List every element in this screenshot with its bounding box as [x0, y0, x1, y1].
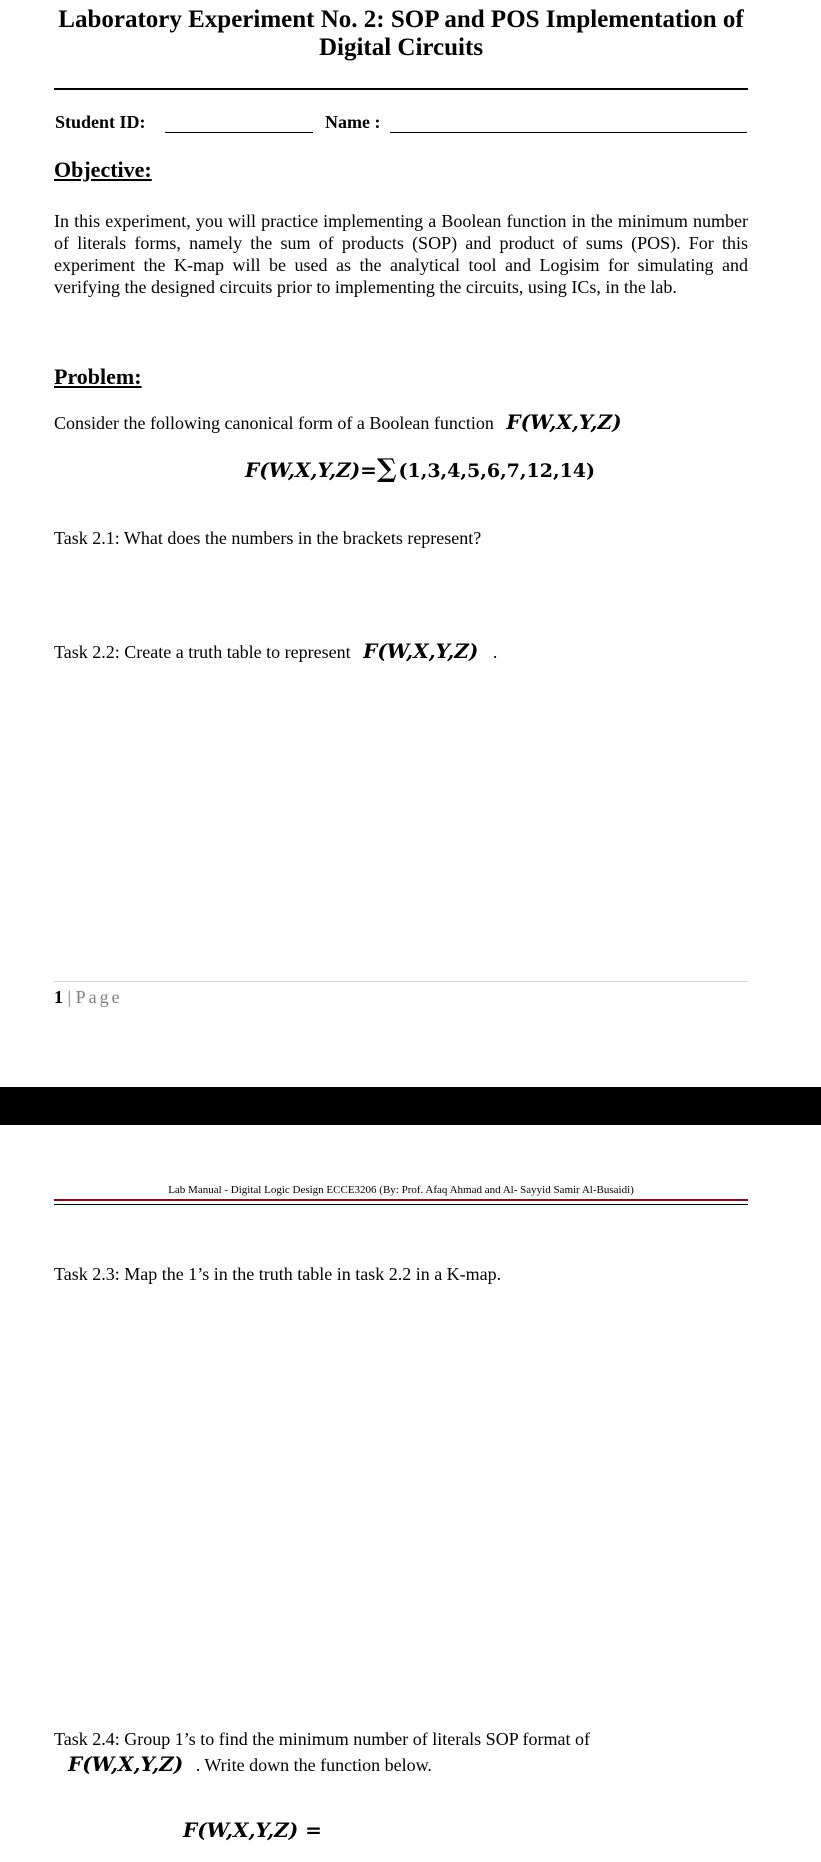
task-2-4-function: F(W,X,Y,Z) [68, 1752, 184, 1776]
footer-rule [54, 981, 748, 982]
task-2-4: Task 2.4: Group 1’s to find the minimum number of literals SOP format of [54, 1729, 591, 1749]
task-2-2-function: F(W,X,Y,Z) [363, 639, 479, 663]
header-rule-bottom [54, 1204, 748, 1205]
sigma-symbol: ∑ [376, 454, 397, 484]
task-2-2-text: Task 2.2: Create a truth table to represent [54, 642, 351, 662]
running-header: Lab Manual - Digital Logic Design ECCE3206 (By: Prof. Afaq Ahmad and Al- Sayyid Samir Al-Busaidi) [168, 1184, 634, 1196]
objective-heading: Objective: [54, 157, 152, 182]
problem-statement [54, 410, 622, 434]
problem-text: Consider the following canonical form of a Boolean function [54, 413, 494, 433]
page-gap [0, 1087, 821, 1125]
name-label: Name : [325, 112, 381, 132]
answer-function-lhs: F(W,X,Y,Z) = [183, 1818, 322, 1842]
page-separator: | [67, 987, 72, 1007]
page-word: Page [75, 987, 123, 1007]
student-id-blank[interactable] [165, 132, 313, 133]
name-blank[interactable] [390, 132, 747, 133]
page-number: 1 [54, 987, 63, 1007]
objective-text: In this experiment, you will practice implementing a Boolean function in the minimum number of literals forms, namely the sum of products (SOP) and product of sums (POS). For this experiment the K-map will be used as the analytical tool and Logisim for simulating and verifying the designed circuits prior to implementing the circuits, using ICs, in the lab. [54, 211, 748, 297]
minterm-list: (1,3,4,5,6,7,12,14) [398, 460, 596, 482]
page-number-footer [54, 987, 123, 1008]
task-2-2 [54, 639, 497, 663]
title-rule [54, 88, 748, 90]
student-id-label: Student ID: [55, 112, 146, 132]
task-2-4-line2 [68, 1752, 432, 1776]
header-rule-top [54, 1199, 748, 1201]
equation-lhs: F(W,X,Y,Z)= [245, 458, 377, 482]
function-symbol: F(W,X,Y,Z) [506, 410, 622, 434]
page-title: Laboratory Experiment No. 2: SOP and POS Implementation of Digital Circuits [58, 6, 744, 61]
problem-heading: Problem: [54, 364, 142, 389]
task-2-3: Task 2.3: Map the 1’s in the truth table in task 2.2 in a K-map. [54, 1264, 502, 1284]
task-2-2-period: . [492, 642, 498, 662]
task-2-1: Task 2.1: What does the numbers in the brackets represent? [54, 528, 482, 548]
task-2-4-rest: . Write down the function below. [195, 1755, 432, 1775]
canonical-equation [245, 454, 595, 484]
